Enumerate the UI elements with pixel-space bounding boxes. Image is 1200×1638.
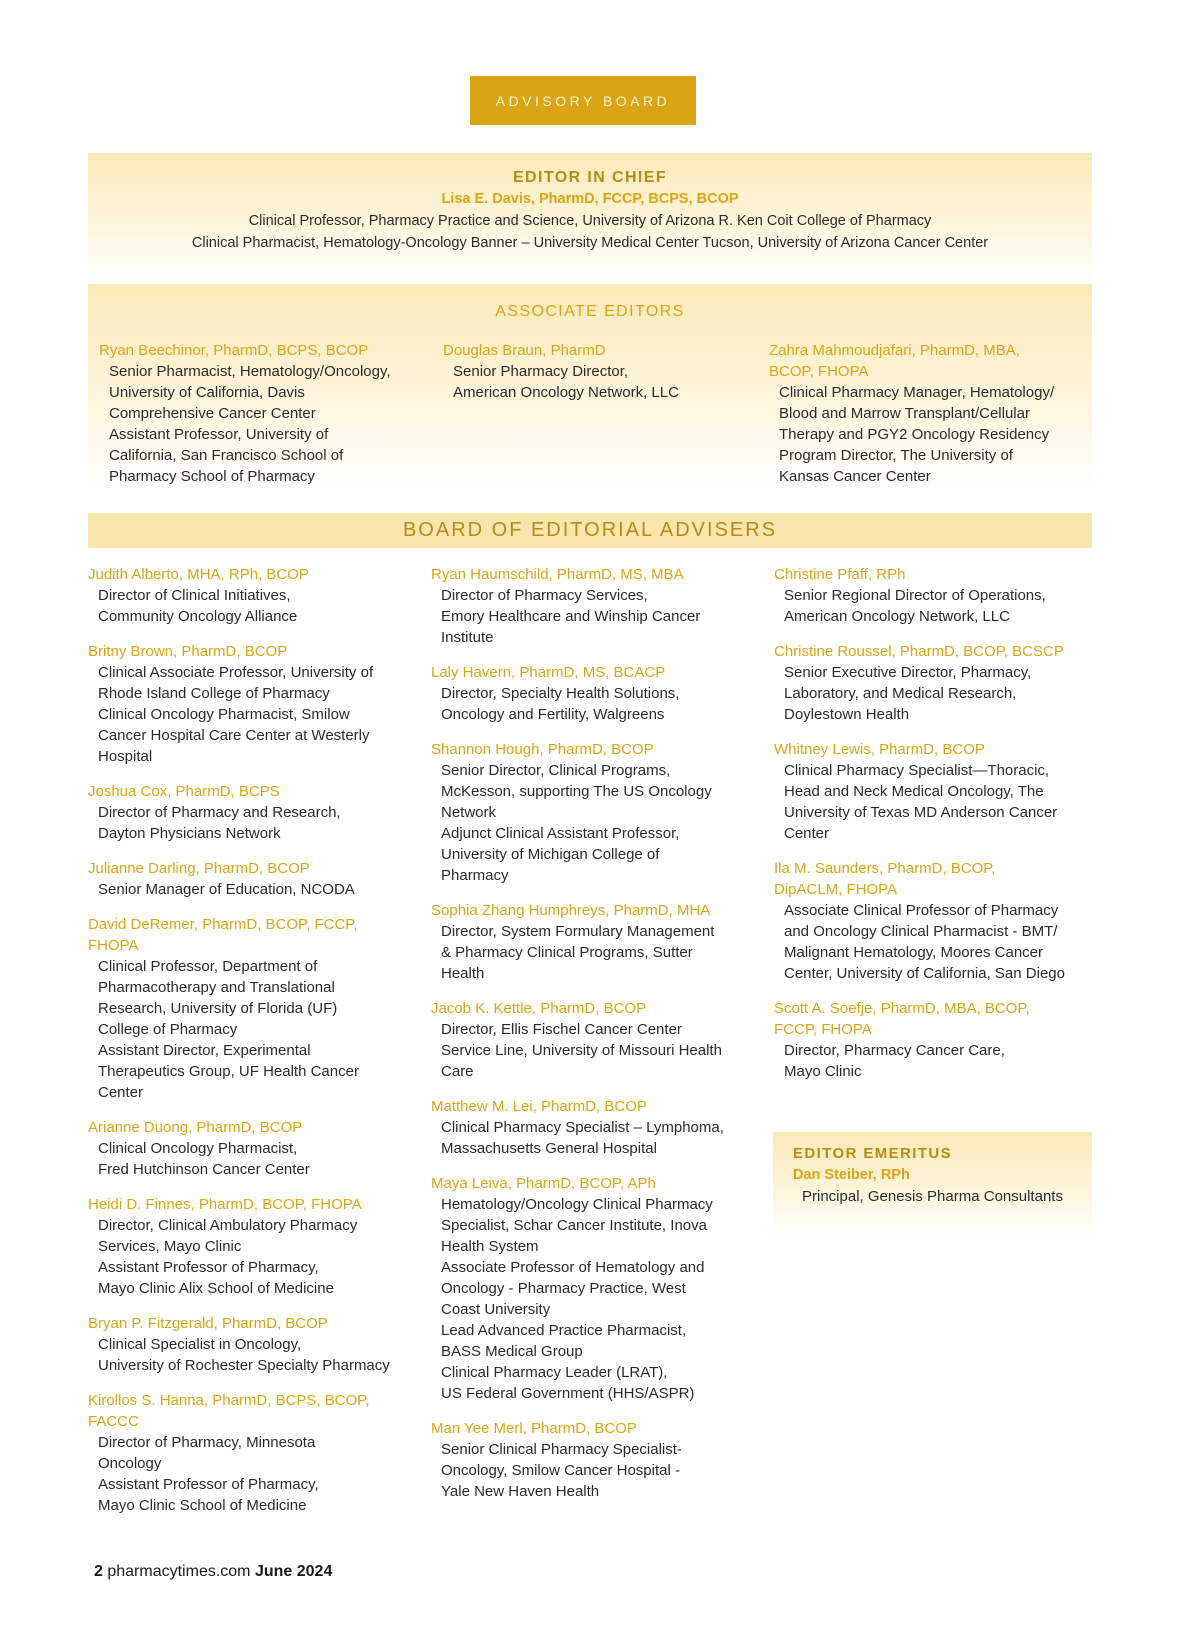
- adviser-affiliation: BASS Medical Group: [441, 1343, 583, 1360]
- adviser-entry: [88, 641, 418, 767]
- adviser-name: Laly Havern, PharmD, MS, BCACP: [431, 664, 666, 681]
- adviser-affiliation: Associate Clinical Professor of Pharmacy: [784, 902, 1059, 919]
- adviser-name: Bryan P. Fitzgerald, PharmD, BCOP: [88, 1315, 328, 1332]
- adviser-affiliation: Rhode Island College of Pharmacy: [98, 685, 330, 702]
- adviser-affiliation: Care: [441, 1063, 474, 1080]
- adviser-name: Heidi D. Finnes, PharmD, BCOP, FHOPA: [88, 1196, 362, 1213]
- adviser-entry: [431, 662, 761, 725]
- adviser-entry: [88, 781, 418, 844]
- adviser-affiliation: Center: [98, 1084, 144, 1101]
- adviser-affiliation: Senior Regional Director of Operations,: [784, 587, 1046, 604]
- adviser-name: Shannon Hough, PharmD, BCOP: [431, 741, 654, 758]
- adviser-affiliation: Director, System Formulary Management: [441, 923, 715, 940]
- adviser-affiliation: Director, Ellis Fischel Cancer Center: [441, 1021, 682, 1038]
- adviser-name: Britny Brown, PharmD, BCOP: [88, 643, 288, 660]
- adviser-affiliation: University of California, Davis: [109, 384, 305, 401]
- editor-emeritus-heading: EDITOR EMERITUS: [793, 1145, 953, 1162]
- adviser-entry: [88, 858, 418, 900]
- adviser-affiliation: American Oncology Network, LLC: [784, 608, 1010, 625]
- adviser-affiliation: Clinical Oncology Pharmacist,: [98, 1140, 298, 1157]
- editor-in-chief-line: Clinical Pharmacist, Hematology-Oncology Banner – University Medical Center Tucson, University of Arizona Cancer Center: [191, 235, 989, 251]
- board-column: [774, 564, 1092, 1096]
- adviser-affiliation: Senior Pharmacy Director,: [453, 363, 629, 380]
- adviser-name: Scott A. Soefje, PharmD, MBA, BCOP,: [774, 1000, 1030, 1017]
- adviser-affiliation: Assistant Professor of Pharmacy,: [98, 1259, 319, 1276]
- adviser-affiliation: Clinical Pharmacy Manager, Hematology/: [779, 384, 1055, 401]
- editor-emeritus-panel: [773, 1132, 1092, 1240]
- adviser-affiliation: California, San Francisco School of: [109, 447, 344, 464]
- adviser-name: Sophia Zhang Humphreys, PharmD, MHA: [431, 902, 711, 919]
- adviser-affiliation: Research, University of Florida (UF): [98, 1000, 338, 1017]
- adviser-affiliation: McKesson, supporting The US Oncology: [441, 783, 712, 800]
- issue-date: June 2024: [254, 1563, 333, 1580]
- adviser-name: Ryan Beechinor, PharmD, BCPS, BCOP: [99, 342, 369, 359]
- adviser-name: FCCP, FHOPA: [774, 1021, 872, 1038]
- adviser-affiliation: Head and Neck Medical Oncology, The: [784, 783, 1044, 800]
- adviser-affiliation: Services, Mayo Clinic: [98, 1238, 242, 1255]
- adviser-affiliation: Director of Pharmacy, Minnesota: [98, 1434, 316, 1451]
- adviser-entry: [88, 914, 418, 1103]
- adviser-affiliation: Network: [441, 804, 497, 821]
- adviser-affiliation: Yale New Haven Health: [441, 1483, 600, 1500]
- adviser-name: Julianne Darling, PharmD, BCOP: [88, 860, 310, 877]
- adviser-name: DipACLM, FHOPA: [774, 881, 898, 898]
- adviser-affiliation: Oncology: [98, 1455, 162, 1472]
- adviser-affiliation: Hematology/Oncology Clinical Pharmacy: [441, 1196, 713, 1213]
- editor-emeritus-name: Dan Steiber, RPh: [793, 1167, 910, 1183]
- adviser-affiliation: and Oncology Clinical Pharmacist - BMT/: [784, 923, 1058, 940]
- adviser-affiliation: Assistant Professor, University of: [109, 426, 329, 443]
- adviser-entry: [99, 340, 429, 487]
- adviser-affiliation: Associate Professor of Hematology and: [441, 1259, 705, 1276]
- adviser-affiliation: American Oncology Network, LLC: [453, 384, 679, 401]
- adviser-affiliation: Program Director, The University of: [779, 447, 1013, 464]
- adviser-affiliation: Service Line, University of Missouri Health: [441, 1042, 722, 1059]
- adviser-affiliation: Assistant Director, Experimental: [98, 1042, 311, 1059]
- adviser-name: Ila M. Saunders, PharmD, BCOP,: [774, 860, 996, 877]
- adviser-name: Whitney Lewis, PharmD, BCOP: [774, 741, 985, 758]
- adviser-affiliation: Senior Clinical Pharmacy Specialist-: [441, 1441, 682, 1458]
- adviser-affiliation: Clinical Pharmacy Leader (LRAT),: [441, 1364, 668, 1381]
- adviser-affiliation: Hospital: [98, 748, 153, 765]
- adviser-affiliation: & Pharmacy Clinical Programs, Sutter: [441, 944, 693, 961]
- adviser-entry: [88, 1117, 418, 1180]
- adviser-affiliation: Senior Executive Director, Pharmacy,: [784, 664, 1032, 681]
- adviser-affiliation: Clinical Associate Professor, University of: [98, 664, 374, 681]
- adviser-affiliation: Clinical Pharmacy Specialist—Thoracic,: [784, 762, 1050, 779]
- adviser-affiliation: Mayo Clinic School of Medicine: [98, 1497, 307, 1514]
- adviser-affiliation: Fred Hutchinson Cancer Center: [98, 1161, 310, 1178]
- adviser-name: FACCC: [88, 1413, 139, 1430]
- adviser-affiliation: Specialist, Schar Cancer Institute, Inova: [441, 1217, 707, 1234]
- adviser-entry: [431, 739, 761, 886]
- adviser-name: Arianne Duong, PharmD, BCOP: [88, 1119, 303, 1136]
- adviser-affiliation: Director of Pharmacy Services,: [441, 587, 648, 604]
- adviser-affiliation: College of Pharmacy: [98, 1021, 238, 1038]
- adviser-entry: [431, 900, 761, 984]
- adviser-entry: [431, 564, 761, 648]
- adviser-affiliation: Pharmacotherapy and Translational: [98, 979, 335, 996]
- adviser-entry: [88, 1194, 418, 1299]
- adviser-affiliation: Oncology and Fertility, Walgreens: [441, 706, 665, 723]
- adviser-affiliation: Laboratory, and Medical Research,: [784, 685, 1017, 702]
- adviser-affiliation: Senior Manager of Education, NCODA: [98, 881, 355, 898]
- adviser-entry: [443, 340, 733, 403]
- adviser-affiliation: Clinical Professor, Department of: [98, 958, 318, 975]
- associate-editor-column: [99, 340, 429, 487]
- adviser-affiliation: University of Rochester Specialty Pharmacy: [98, 1357, 390, 1374]
- adviser-affiliation: Clinical Specialist in Oncology,: [98, 1336, 302, 1353]
- adviser-affiliation: Oncology, Smilow Cancer Hospital -: [441, 1462, 680, 1479]
- adviser-name: Zahra Mahmoudjafari, PharmD, MBA,: [769, 342, 1020, 359]
- page-number: 2: [94, 1563, 103, 1580]
- adviser-affiliation: Director, Pharmacy Cancer Care,: [784, 1042, 1005, 1059]
- adviser-affiliation: Director of Clinical Initiatives,: [98, 587, 291, 604]
- adviser-affiliation: Massachusetts General Hospital: [441, 1140, 657, 1157]
- page-footer: [94, 1563, 332, 1581]
- editor-in-chief-panel: [88, 153, 1092, 283]
- associate-editors-panel: [88, 284, 1092, 492]
- adviser-affiliation: Oncology - Pharmacy Practice, West: [441, 1280, 686, 1297]
- adviser-entry: [774, 739, 1092, 844]
- adviser-affiliation: Dayton Physicians Network: [98, 825, 281, 842]
- adviser-name: BCOP, FHOPA: [769, 363, 869, 380]
- adviser-entry: [769, 340, 1079, 487]
- adviser-affiliation: Pharmacy: [441, 867, 509, 884]
- editor-in-chief-heading: EDITOR IN CHIEF: [512, 169, 668, 186]
- adviser-entry: [431, 1418, 761, 1502]
- adviser-entry: [431, 998, 761, 1082]
- adviser-entry: [431, 1096, 761, 1159]
- adviser-affiliation: University of Texas MD Anderson Cancer: [784, 804, 1058, 821]
- adviser-affiliation: Emory Healthcare and Winship Cancer: [441, 608, 701, 625]
- adviser-affiliation: Assistant Professor of Pharmacy,: [98, 1476, 319, 1493]
- adviser-affiliation: Institute: [441, 629, 494, 646]
- adviser-affiliation: Community Oncology Alliance: [98, 608, 298, 625]
- adviser-affiliation: Clinical Oncology Pharmacist, Smilow: [98, 706, 350, 723]
- adviser-affiliation: Coast University: [441, 1301, 551, 1318]
- board-column: [431, 564, 761, 1516]
- adviser-affiliation: Blood and Marrow Transplant/Cellular: [779, 405, 1030, 422]
- adviser-name: Man Yee Merl, PharmD, BCOP: [431, 1420, 637, 1437]
- editor-in-chief-line: Clinical Professor, Pharmacy Practice and Science, University of Arizona R. Ken Coit College of Pharmacy: [248, 213, 932, 229]
- adviser-affiliation: Center, University of California, San Diego: [784, 965, 1065, 982]
- adviser-affiliation: Senior Pharmacist, Hematology/Oncology,: [109, 363, 391, 380]
- adviser-name: Jacob K. Kettle, PharmD, BCOP: [431, 1000, 647, 1017]
- adviser-entry: [88, 1390, 418, 1516]
- adviser-affiliation: Cancer Hospital Care Center at Westerly: [98, 727, 370, 744]
- adviser-affiliation: Comprehensive Cancer Center: [109, 405, 316, 422]
- adviser-affiliation: Director, Clinical Ambulatory Pharmacy: [98, 1217, 358, 1234]
- adviser-name: Maya Leiva, PharmD, BCOP, APh: [431, 1175, 656, 1192]
- adviser-affiliation: Health System: [441, 1238, 539, 1255]
- adviser-affiliation: Director, Specialty Health Solutions,: [441, 685, 680, 702]
- adviser-entry: [431, 1173, 761, 1404]
- adviser-name: Christine Pfaff, RPh: [774, 566, 906, 583]
- adviser-name: David DeRemer, PharmD, BCOP, FCCP,: [88, 916, 358, 933]
- adviser-name: Joshua Cox, PharmD, BCPS: [88, 783, 280, 800]
- adviser-entry: [774, 998, 1092, 1082]
- adviser-name: Christine Roussel, PharmD, BCOP, BCSCP: [774, 643, 1064, 660]
- adviser-affiliation: Mayo Clinic: [784, 1063, 862, 1080]
- adviser-name: Ryan Haumschild, PharmD, MS, MBA: [431, 566, 684, 583]
- section-tag: ADVISORY BOARD: [470, 76, 696, 125]
- adviser-entry: [774, 641, 1092, 725]
- board-column: [88, 564, 418, 1530]
- board-heading: BOARD OF EDITORIAL ADVISERS: [88, 513, 1092, 548]
- adviser-name: Matthew M. Lei, PharmD, BCOP: [431, 1098, 647, 1115]
- associate-editor-column: [769, 340, 1079, 487]
- adviser-affiliation: Therapeutics Group, UF Health Cancer: [98, 1063, 359, 1080]
- associate-editors-heading: ASSOCIATE EDITORS: [495, 303, 685, 320]
- adviser-name: Douglas Braun, PharmD: [443, 342, 606, 359]
- adviser-affiliation: Therapy and PGY2 Oncology Residency: [779, 426, 1050, 443]
- associate-editor-column: [443, 340, 733, 403]
- adviser-affiliation: Director of Pharmacy and Research,: [98, 804, 341, 821]
- adviser-affiliation: Health: [441, 965, 485, 982]
- adviser-affiliation: Pharmacy School of Pharmacy: [109, 468, 315, 485]
- adviser-entry: [774, 858, 1092, 984]
- adviser-name: FHOPA: [88, 937, 139, 954]
- adviser-affiliation: Clinical Pharmacy Specialist – Lymphoma,: [441, 1119, 724, 1136]
- adviser-affiliation: University of Michigan College of: [441, 846, 660, 863]
- site-name: pharmacytimes.com: [107, 1563, 251, 1580]
- editor-in-chief-name: Lisa E. Davis, PharmD, FCCP, BCPS, BCOP: [441, 191, 739, 207]
- adviser-affiliation: Adjunct Clinical Assistant Professor,: [441, 825, 680, 842]
- adviser-entry: [774, 564, 1092, 627]
- adviser-affiliation: Malignant Hematology, Moores Cancer: [784, 944, 1044, 961]
- adviser-affiliation: Center: [784, 825, 830, 842]
- adviser-affiliation: Lead Advanced Practice Pharmacist,: [441, 1322, 687, 1339]
- adviser-affiliation: Kansas Cancer Center: [779, 468, 931, 485]
- adviser-affiliation: Mayo Clinic Alix School of Medicine: [98, 1280, 334, 1297]
- adviser-name: Kirollos S. Hanna, PharmD, BCPS, BCOP,: [88, 1392, 370, 1409]
- adviser-entry: [88, 564, 418, 627]
- adviser-affiliation: Doylestown Health: [784, 706, 910, 723]
- editor-emeritus-line: Principal, Genesis Pharma Consultants: [802, 1188, 1063, 1205]
- adviser-affiliation: US Federal Government (HHS/ASPR): [441, 1385, 695, 1402]
- adviser-name: Judith Alberto, MHA, RPh, BCOP: [88, 566, 309, 583]
- adviser-entry: [88, 1313, 418, 1376]
- adviser-affiliation: Senior Director, Clinical Programs,: [441, 762, 671, 779]
